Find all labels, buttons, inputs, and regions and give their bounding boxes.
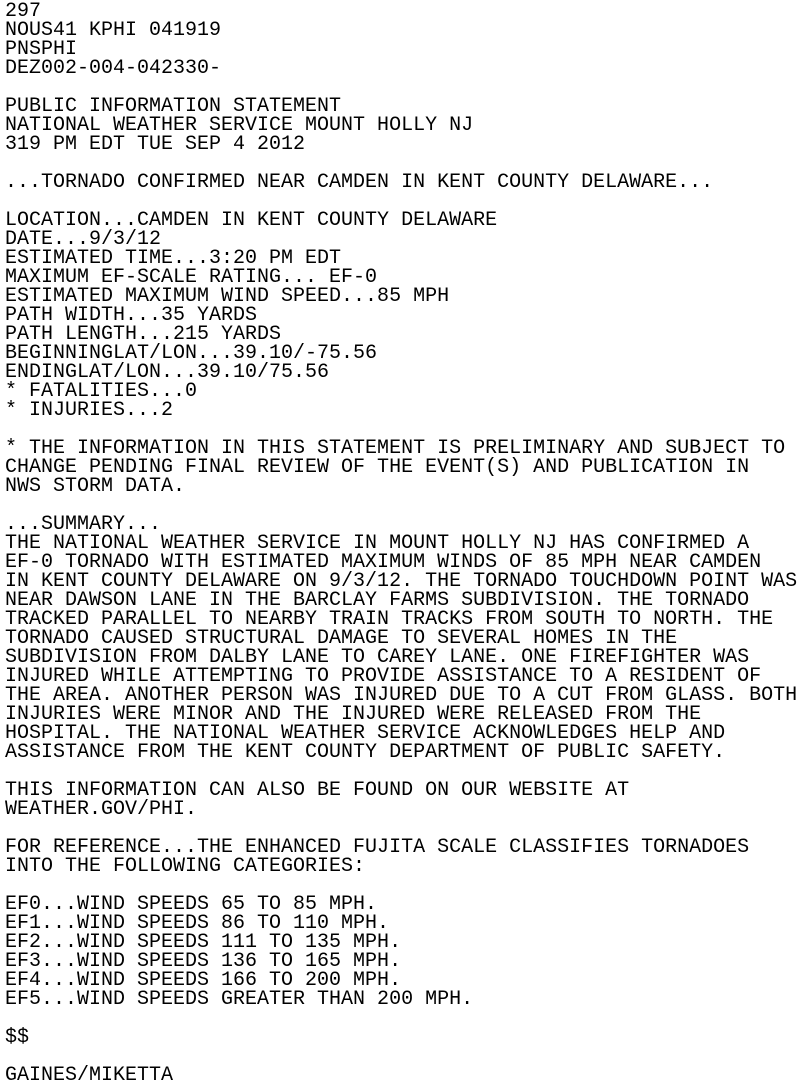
statement-line: 319 PM EDT TUE SEP 4 2012: [5, 133, 306, 156]
statement-line: THIS INFORMATION CAN ALSO BE FOUND ON OUR WEBSITE AT: [5, 779, 630, 802]
statement-line: WEATHER.GOV/PHI.: [5, 798, 198, 821]
statement-line: NWS STORM DATA.: [5, 475, 186, 498]
statement-line: INJURIES WERE MINOR AND THE INJURED WERE RELEASED FROM THE: [5, 703, 702, 726]
statement-line: IN KENT COUNTY DELAWARE ON 9/3/12. THE TORNADO TOUCHDOWN POINT WAS: [5, 570, 798, 593]
statement-line: PNSPHI: [5, 38, 78, 61]
statement-line: NATIONAL WEATHER SERVICE MOUNT HOLLY NJ: [5, 114, 474, 137]
statement-line: GAINES/MIKETTA: [5, 1064, 174, 1087]
statement-line: EF1...WIND SPEEDS 86 TO 110 MPH.: [5, 912, 390, 935]
statement-line: PATH LENGTH...215 YARDS: [5, 323, 282, 346]
statement-line: HOSPITAL. THE NATIONAL WEATHER SERVICE ACKNOWLEDGES HELP AND: [5, 722, 726, 745]
statement-line: ...TORNADO CONFIRMED NEAR CAMDEN IN KENT COUNTY DELAWARE...: [5, 171, 714, 194]
statement-line: INJURED WHILE ATTEMPTING TO PROVIDE ASSISTANCE TO A RESIDENT OF: [5, 665, 762, 688]
statement-line: ESTIMATED TIME...3:20 PM EDT: [5, 247, 342, 270]
statement-line: 297: [5, 0, 42, 23]
statement-line: CHANGE PENDING FINAL REVIEW OF THE EVENT(S) AND PUBLICATION IN: [5, 456, 750, 479]
statement-line: MAXIMUM EF-SCALE RATING... EF-0: [5, 266, 378, 289]
statement-line: ENDINGLAT/LON...39.10/75.56: [5, 361, 330, 384]
statement-line: NEAR DAWSON LANE IN THE BARCLAY FARMS SUBDIVISION. THE TORNADO: [5, 589, 750, 612]
statement-line: LOCATION...CAMDEN IN KENT COUNTY DELAWARE: [5, 209, 498, 232]
statement-line: BEGINNINGLAT/LON...39.10/-75.56: [5, 342, 378, 365]
statement-line: ESTIMATED MAXIMUM WIND SPEED...85 MPH: [5, 285, 450, 308]
statement-line: THE NATIONAL WEATHER SERVICE IN MOUNT HOLLY NJ HAS CONFIRMED A: [5, 532, 750, 555]
statement-line: * THE INFORMATION IN THIS STATEMENT IS PRELIMINARY AND SUBJECT TO: [5, 437, 786, 460]
statement-line: EF-0 TORNADO WITH ESTIMATED MAXIMUM WINDS OF 85 MPH NEAR CAMDEN: [5, 551, 762, 574]
statement-line: EF4...WIND SPEEDS 166 TO 200 MPH.: [5, 969, 402, 992]
statement-line: [5, 1009, 797, 1028]
statement-line: ...SUMMARY...: [5, 513, 162, 536]
statement-line: EF2...WIND SPEEDS 111 TO 135 MPH.: [5, 931, 402, 954]
statement-line: $$: [5, 1026, 30, 1049]
public-information-statement: [5, 2, 797, 1085]
statement-line: PUBLIC INFORMATION STATEMENT: [5, 95, 342, 118]
statement-line: DATE...9/3/12: [5, 228, 162, 251]
statement-line: THE AREA. ANOTHER PERSON WAS INJURED DUE TO A CUT FROM GLASS. BOTH: [5, 684, 798, 707]
statement-line: TORNADO CAUSED STRUCTURAL DAMAGE TO SEVERAL HOMES IN THE: [5, 627, 678, 650]
statement-line: DEZ002-004-042330-: [5, 57, 222, 80]
statement-line: * FATALITIES...0: [5, 380, 198, 403]
statement-line: EF5...WIND SPEEDS GREATER THAN 200 MPH.: [5, 988, 474, 1011]
statement-line: INTO THE FOLLOWING CATEGORIES:: [5, 855, 366, 878]
statement-line: * INJURIES...2: [5, 399, 174, 422]
statement-line: EF0...WIND SPEEDS 65 TO 85 MPH.: [5, 893, 378, 916]
statement-line: ASSISTANCE FROM THE KENT COUNTY DEPARTMENT OF PUBLIC SAFETY.: [5, 741, 726, 764]
statement-line: NOUS41 KPHI 041919: [5, 19, 222, 42]
statement-line: TRACKED PARALLEL TO NEARBY TRAIN TRACKS FROM SOUTH TO NORTH. THE: [5, 608, 774, 631]
statement-line: EF3...WIND SPEEDS 136 TO 165 MPH.: [5, 950, 402, 973]
statement-line: SUBDIVISION FROM DALBY LANE TO CAREY LANE. ONE FIREFIGHTER WAS: [5, 646, 750, 669]
statement-line: PATH WIDTH...35 YARDS: [5, 304, 258, 327]
statement-line: FOR REFERENCE...THE ENHANCED FUJITA SCALE CLASSIFIES TORNADOES: [5, 836, 750, 859]
